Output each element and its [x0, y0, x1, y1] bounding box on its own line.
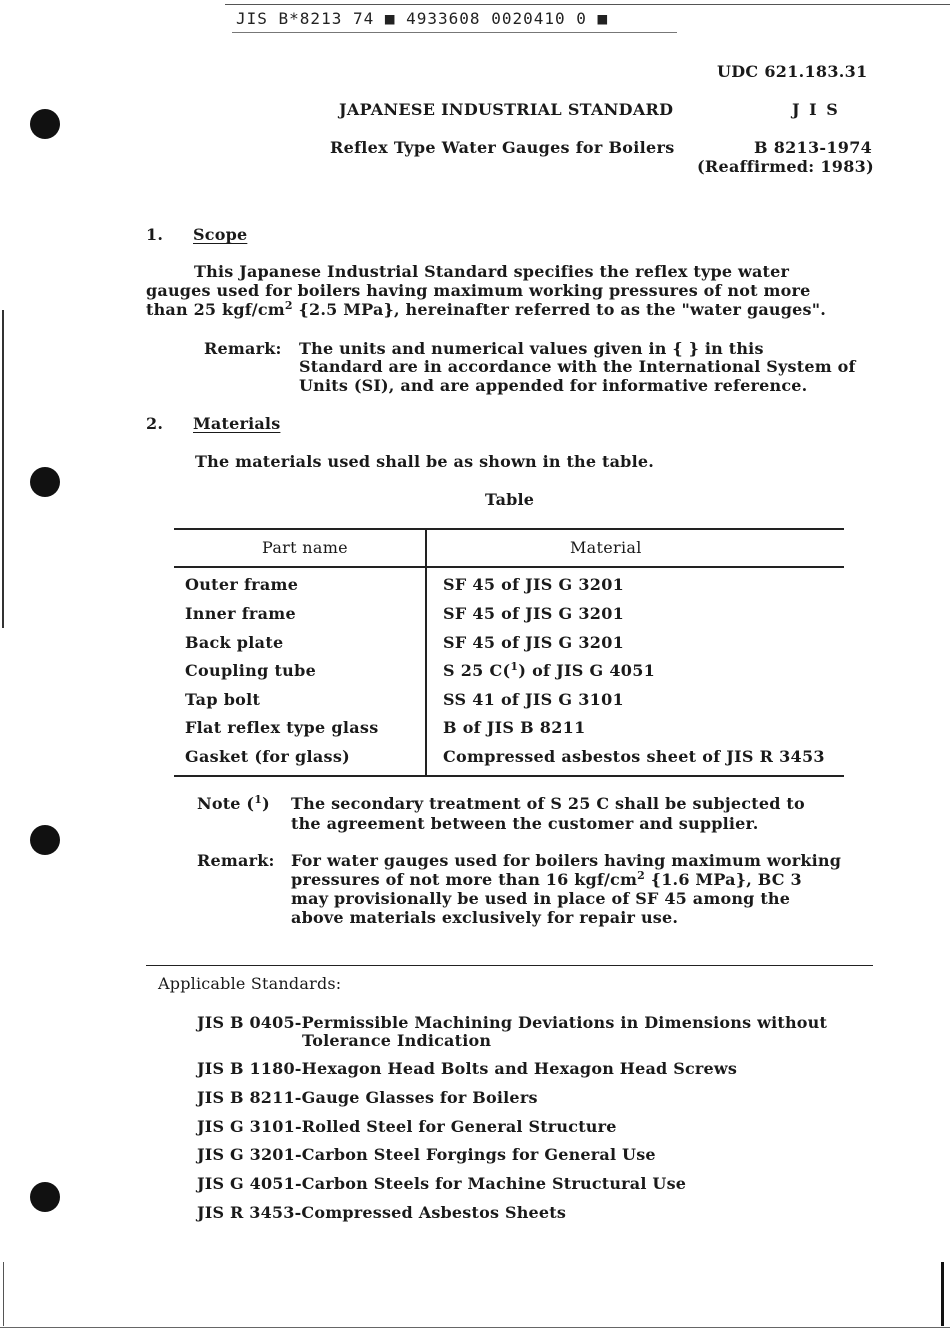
applicable-heading: Applicable Standards: — [158, 974, 342, 993]
material-value: SS 41 of JIS G 3101 — [443, 690, 624, 709]
materials-heading: Materials — [193, 414, 281, 433]
note-line-2: the agreement between the customer and supplier. — [291, 814, 759, 833]
scope-line-1: This Japanese Industrial Standard specifies the reflex type water — [194, 262, 790, 281]
doc-number: B 8213-1974 — [754, 138, 873, 157]
punch-hole-1 — [30, 109, 60, 139]
material-value: SF 45 of JIS G 3201 — [443, 633, 625, 652]
material-value: SF 45 of JIS G 3201 — [443, 604, 625, 623]
part-name: Tap bolt — [185, 690, 261, 709]
applicable-item: JIS G 3101-Rolled Steel for General Structure — [197, 1117, 617, 1136]
table-top-rule — [174, 528, 844, 530]
part-name: Inner frame — [185, 604, 297, 623]
scan-header-underline — [232, 32, 677, 33]
scope-remark-line-2: Standard are in accordance with the International System of — [299, 357, 856, 376]
table-header-rule — [174, 566, 844, 568]
column-header-material: Material — [570, 538, 642, 557]
applicable-item: JIS B 1180-Hexagon Head Bolts and Hexagon Head Screws — [197, 1059, 738, 1078]
materials-remark-label: Remark: — [197, 851, 275, 870]
material-value: SF 45 of JIS G 3201 — [443, 575, 625, 594]
materials-intro: The materials used shall be as shown in the table. — [195, 452, 654, 471]
doc-title: Reflex Type Water Gauges for Boilers — [330, 138, 675, 157]
applicable-item: JIS G 4051-Carbon Steels for Machine Structural Use — [197, 1174, 687, 1193]
materials-number: 2. — [146, 414, 164, 433]
punch-hole-2 — [30, 467, 60, 497]
scan-right-edge — [941, 1262, 944, 1326]
applicable-item: JIS R 3453-Compressed Asbestos Sheets — [197, 1203, 567, 1222]
scan-left-edge-bottom — [3, 1262, 4, 1326]
material-value: B of JIS B 8211 — [443, 718, 586, 737]
part-name: Gasket (for glass) — [185, 747, 351, 766]
jis-mark: J I S — [792, 100, 840, 119]
applicable-item: JIS B 8211-Gauge Glasses for Boilers — [197, 1088, 538, 1107]
part-name: Outer frame — [185, 575, 299, 594]
table-bottom-rule — [174, 775, 844, 777]
materials-remark-line-1: For water gauges used for boilers having maximum working — [291, 851, 842, 870]
materials-remark-line-4: above materials exclusively for repair use. — [291, 908, 679, 927]
part-name: Coupling tube — [185, 661, 317, 680]
org-title: JAPANESE INDUSTRIAL STANDARD — [339, 100, 674, 119]
scope-line-3: than 25 kgf/$cm^2$ {2.5 MPa}, hereinafter referred to as the "water gauges". — [146, 299, 827, 319]
applicable-item: JIS B 0405-Permissible Machining Deviations in Dimensions without — [197, 1013, 828, 1032]
table-title: Table — [485, 490, 535, 509]
scope-remark-label: Remark: — [204, 339, 282, 358]
material-value: S 25 C($^1$) of JIS G 4051 — [443, 660, 656, 680]
scope-heading: Scope — [193, 225, 248, 244]
scope-number: 1. — [146, 225, 164, 244]
scope-remark-line-1: The units and numerical values given in { } in this — [299, 339, 764, 358]
part-name: Flat reflex type glass — [185, 718, 379, 737]
scope-line-2: gauges used for boilers having maximum working pressures of not more — [146, 281, 811, 300]
scan-left-edge — [2, 310, 4, 628]
udc-code: UDC 621.183.31 — [717, 62, 868, 81]
applicable-item-continuation: Tolerance Indication — [302, 1031, 492, 1050]
applicable-item: JIS G 3201-Carbon Steel Forgings for General Use — [197, 1145, 656, 1164]
scope-remark-line-3: Units (SI), and are appended for informative reference. — [299, 376, 808, 395]
materials-remark-line-2: pressures of not more than 16 kgf/$cm^2$ {1.6 MPa}, BC 3 — [291, 869, 802, 889]
scan-header-rule — [225, 4, 950, 5]
scan-bottom-edge — [0, 1327, 950, 1328]
applicable-divider — [146, 965, 873, 966]
part-name: Back plate — [185, 633, 284, 652]
scan-header: JIS B*8213 74 ■ 4933608 0020410 0 ■ — [236, 9, 609, 28]
note-label: Note ($^1$) — [197, 793, 270, 813]
punch-hole-3 — [30, 825, 60, 855]
column-header-part: Part name — [262, 538, 348, 557]
note-line-1: The secondary treatment of S 25 C shall be subjected to — [291, 794, 805, 813]
table-column-divider — [425, 528, 427, 777]
punch-hole-4 — [30, 1182, 60, 1212]
material-value: Compressed asbestos sheet of JIS R 3453 — [443, 747, 825, 766]
materials-remark-line-3: may provisionally be used in place of SF 45 among the — [291, 889, 791, 908]
reaffirmed-date: (Reaffirmed: 1983) — [697, 157, 874, 176]
